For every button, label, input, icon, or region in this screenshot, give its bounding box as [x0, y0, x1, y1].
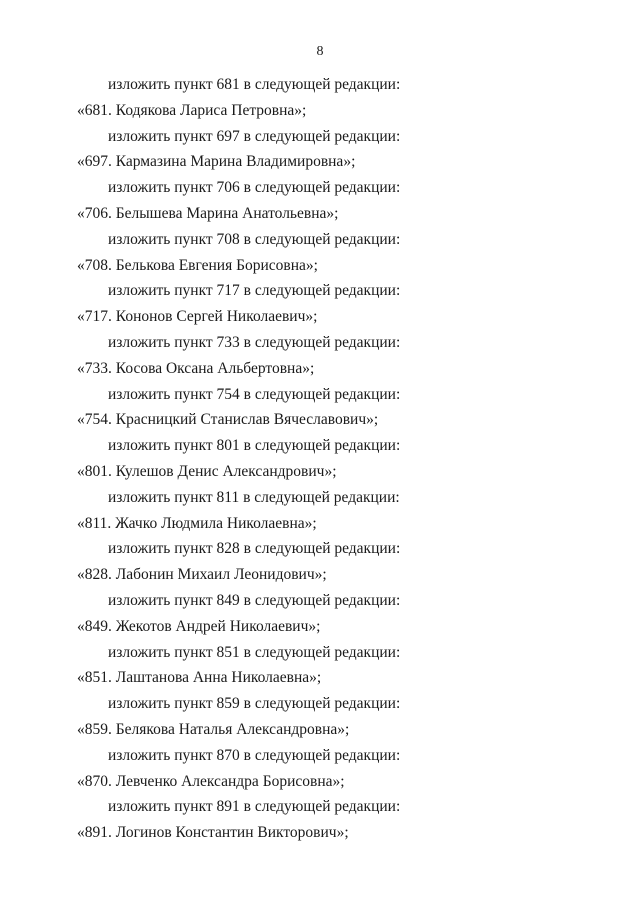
item-849: «849. Жекотов Андрей Николаевич»;	[77, 617, 321, 635]
item-754: «754. Красницкий Станислав Вячеславович»;	[77, 411, 379, 429]
instruction-811: изложить пункт 811 в следующей редакции:	[108, 488, 400, 506]
item-717: «717. Кононов Сергей Николаевич»;	[77, 308, 318, 326]
item-706: «706. Белышева Марина Анатольевна»;	[77, 204, 339, 222]
instruction-801: изложить пункт 801 в следующей редакции:	[108, 437, 401, 455]
instruction-717: изложить пункт 717 в следующей редакции:	[108, 282, 401, 300]
item-681: «681. Кодякова Лариса Петровна»;	[77, 101, 307, 119]
instruction-849: изложить пункт 849 в следующей редакции:	[108, 591, 401, 609]
page-number: 8	[316, 44, 324, 59]
item-870: «870. Левченко Александра Борисовна»;	[77, 772, 345, 790]
item-697: «697. Кармазина Марина Владимировна»;	[77, 153, 356, 171]
instruction-754: изложить пункт 754 в следующей редакции:	[108, 385, 401, 403]
instruction-697: изложить пункт 697 в следующей редакции:	[108, 127, 401, 145]
instruction-708: изложить пункт 708 в следующей редакции:	[108, 230, 401, 248]
item-891: «891. Логинов Константин Викторович»;	[77, 824, 349, 842]
item-851: «851. Лаштанова Анна Николаевна»;	[77, 669, 322, 687]
instruction-828: изложить пункт 828 в следующей редакции:	[108, 540, 401, 558]
instruction-681: изложить пункт 681 в следующей редакции:	[108, 76, 401, 93]
instruction-859: изложить пункт 859 в следующей редакции:	[108, 695, 401, 713]
instruction-870: изложить пункт 870 в следующей редакции:	[108, 746, 401, 764]
amendment-list	[0, 76, 640, 850]
instruction-706: изложить пункт 706 в следующей редакции:	[108, 179, 401, 197]
instruction-851: изложить пункт 851 в следующей редакции:	[108, 643, 401, 661]
item-801: «801. Кулешов Денис Александрович»;	[77, 462, 337, 480]
item-733: «733. Косова Оксана Альбертовна»;	[77, 359, 315, 377]
item-828: «828. Лабонин Михаил Леонидович»;	[77, 566, 327, 584]
instruction-891: изложить пункт 891 в следующей редакции:	[108, 798, 401, 816]
item-708: «708. Белькова Евгения Борисовна»;	[77, 256, 318, 274]
instruction-733: изложить пункт 733 в следующей редакции:	[108, 333, 401, 351]
item-811: «811. Жачко Людмила Николаевна»;	[77, 514, 317, 532]
item-859: «859. Белякова Наталья Александровна»;	[77, 720, 350, 738]
